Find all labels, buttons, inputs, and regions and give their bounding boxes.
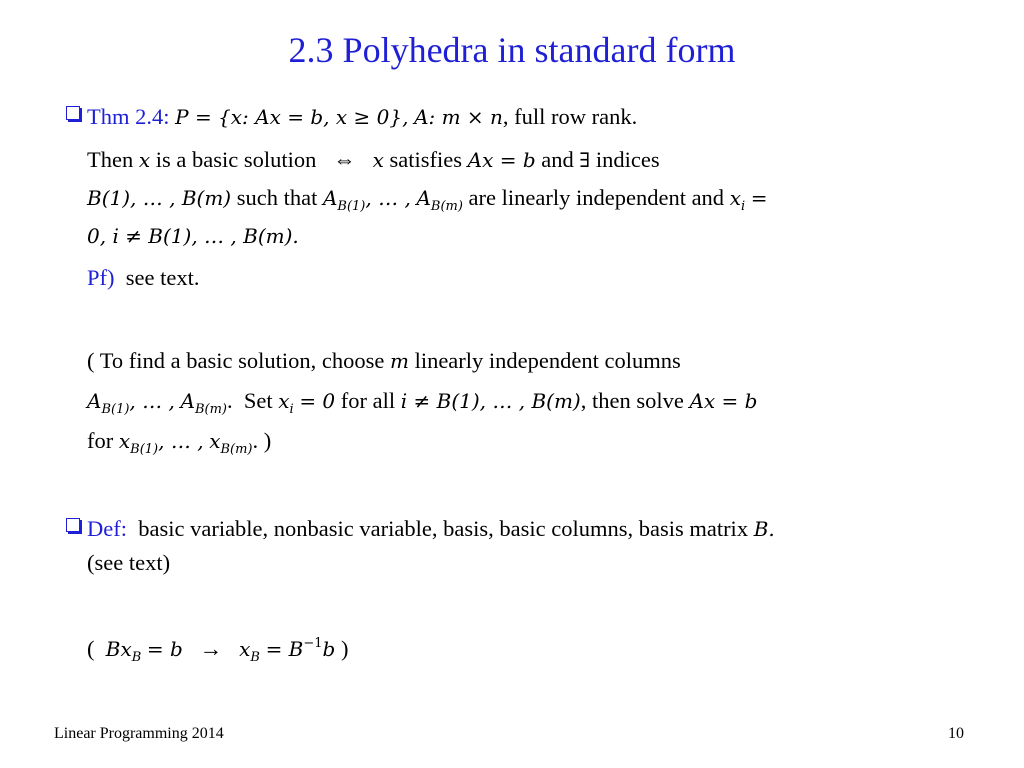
math-subscript: B(m) (220, 442, 253, 457)
math-index-condition: i ≠ B(1), … , B(m) (400, 389, 581, 413)
math-subscript: B (250, 650, 260, 665)
math-superscript: −1 (303, 636, 323, 651)
math-eq-zero: = 0 (299, 389, 336, 413)
math-a: A (180, 389, 195, 413)
text-for-all: for all (340, 388, 396, 413)
formula-line (87, 634, 348, 664)
close-paren: ) (340, 636, 349, 661)
math-b: B. (753, 517, 775, 541)
text: ( To find a basic solution, choose (87, 348, 385, 373)
text-basic-solution: is a basic solution (155, 147, 317, 172)
math-a: A (416, 186, 431, 210)
proof-text: see text. (125, 265, 200, 290)
footer-text: Linear Programming 2014 (54, 725, 224, 742)
math-a: A (87, 389, 102, 413)
proof-line (87, 263, 199, 293)
theorem-body-line-2 (87, 183, 768, 213)
text-close-paren: . ) (252, 428, 272, 453)
theorem-body-line-1 (87, 145, 660, 175)
note-line-2 (87, 386, 757, 416)
definition-see-text: (see text) (87, 550, 171, 575)
math-ellipsis: , … , (129, 389, 175, 413)
math-ellipsis: , … , (158, 429, 204, 453)
page-number: 10 (948, 725, 964, 742)
text-such-that: such that (236, 185, 318, 210)
math-subscript: B(1) (130, 442, 159, 457)
checkbox-bullet-icon (66, 518, 80, 532)
open-paren: ( (87, 636, 95, 661)
definition-label: Def: (87, 516, 127, 541)
text-period: . (226, 388, 233, 413)
theorem-set-definition: P = {x: Ax = b, x ≥ 0}, (175, 105, 409, 129)
math-x: x (209, 429, 221, 453)
math-b: B (105, 637, 121, 661)
math-x: x (120, 637, 132, 661)
text: linearly independent columns (414, 348, 681, 373)
math-x: x (138, 148, 151, 172)
math-ax-eq-b: Ax = b (467, 148, 536, 172)
theorem-statement (87, 102, 637, 132)
text-and: and (541, 147, 574, 172)
math-equals: = (750, 186, 768, 210)
theorem-rank-text: , full row rank. (502, 104, 638, 129)
note-line-1 (87, 346, 681, 376)
text-then: Then (87, 147, 134, 172)
math-index-set: B(1), … , B(m) (87, 186, 232, 210)
definition-text: basic variable, nonbasic variable, basis, basic columns, basis matrix (138, 516, 749, 541)
note-line-3 (87, 426, 271, 456)
math-nonbasic-zero: 0, i ≠ B(1), … , B(m). (87, 224, 299, 248)
math-subscript: B (131, 650, 142, 665)
exists-symbol: ∃ (579, 148, 591, 172)
right-arrow-icon: → (199, 636, 223, 661)
math-x: x (278, 389, 290, 413)
math-subscript: B(1) (101, 402, 130, 417)
math-eq-b: = b (146, 637, 183, 661)
math-x: x (118, 429, 131, 453)
proof-label: Pf) (87, 265, 115, 290)
slide-title: 2.3 Polyhedra in standard form (288, 30, 736, 70)
text-then-solve: , then solve (580, 388, 684, 413)
math-subscript: B(m) (430, 199, 463, 214)
theorem-body-line-3 (87, 221, 299, 251)
iff-symbol: ⇔ (333, 147, 356, 172)
math-x: x (239, 637, 251, 661)
theorem-label: Thm 2.4: (87, 104, 170, 129)
definition-line-1 (87, 514, 775, 544)
text-satisfies: satisfies (389, 147, 463, 172)
math-subscript: B(1) (337, 199, 366, 214)
math-x: x (372, 148, 384, 172)
text-lin-indep: are linearly independent and (468, 185, 725, 210)
math-subscript: B(m) (194, 402, 227, 417)
math-subscript: i (740, 199, 746, 214)
theorem-matrix-dim: A: m × n (414, 105, 503, 129)
text-for: for (87, 428, 114, 453)
math-m: m (389, 349, 409, 373)
math-b: b (322, 637, 336, 661)
math-x: x (729, 186, 741, 210)
math-a: A (322, 186, 338, 210)
checkbox-bullet-icon (66, 106, 80, 120)
math-ellipsis: , … , (365, 186, 411, 210)
math-subscript: i (289, 402, 294, 417)
text-indices: indices (595, 147, 660, 172)
text-set: Set (243, 388, 273, 413)
math-ax-eq-b: Ax = b (689, 389, 758, 413)
definition-line-2 (87, 548, 170, 578)
math-eq-b: = B (265, 637, 304, 661)
